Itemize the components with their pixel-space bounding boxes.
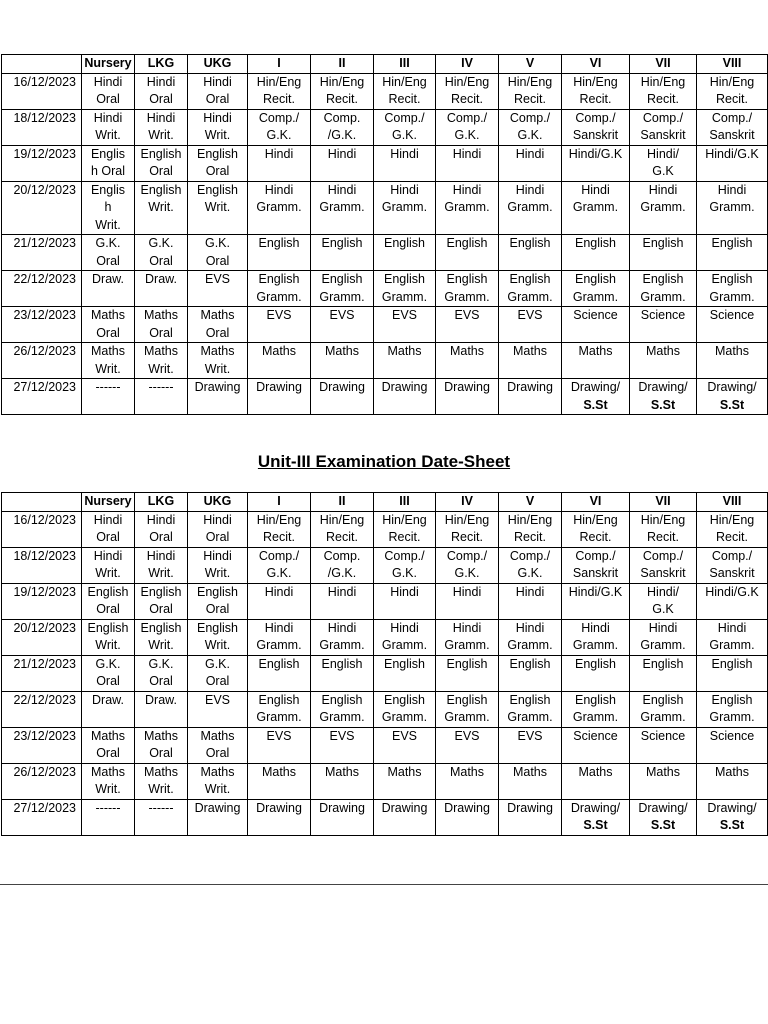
subject-cell: English Writ. — [135, 181, 188, 235]
subject-cell: Hindi — [374, 145, 436, 181]
subject-cell: Drawing — [248, 379, 311, 415]
subject-cell: Science — [562, 727, 630, 763]
date-sheet-table-2 — [1, 492, 768, 836]
date-cell: 22/12/2023 — [2, 271, 82, 307]
subject-cell: Hindi — [436, 145, 499, 181]
subject-cell: Hindi Writ. — [82, 109, 135, 145]
subject-cell: Hindi Gramm. — [697, 619, 768, 655]
subject-cell: EVS — [499, 307, 562, 343]
date-cell: 23/12/2023 — [2, 727, 82, 763]
subject-cell: English Gramm. — [436, 271, 499, 307]
subject-cell: Maths Oral — [135, 307, 188, 343]
subject-cell: English — [436, 655, 499, 691]
subject-cell: Hindi Gramm. — [374, 181, 436, 235]
subject-cell: Hin/Eng Recit. — [499, 73, 562, 109]
subject-cell: Hindi Gramm. — [248, 619, 311, 655]
subject-cell: Maths — [436, 343, 499, 379]
subject-cell: English Writ. — [135, 619, 188, 655]
subject-cell: Hindi Gramm. — [499, 181, 562, 235]
subject-cell: ------ — [82, 379, 135, 415]
subject-cell: Hindi Gramm. — [562, 619, 630, 655]
table-body — [2, 511, 768, 835]
subject-cell: Comp./ Sanskrit — [562, 547, 630, 583]
date-cell: 23/12/2023 — [2, 307, 82, 343]
date-cell: 26/12/2023 — [2, 763, 82, 799]
table-body — [2, 73, 768, 415]
subject-cell: Drawing — [248, 799, 311, 835]
subject-cell: Maths — [697, 343, 768, 379]
header-class-cell: III — [374, 55, 436, 74]
subject-cell: English — [248, 235, 311, 271]
subject-cell: English — [499, 235, 562, 271]
header-class-cell: UKG — [188, 55, 248, 74]
subject-cell: Draw. — [82, 691, 135, 727]
subject-cell: Drawing — [188, 379, 248, 415]
subject-cell: Drawing/ S.St — [630, 379, 697, 415]
table-row — [2, 109, 768, 145]
subject-cell: ------ — [82, 799, 135, 835]
header-date-cell — [2, 55, 82, 74]
subject-cell: EVS — [499, 727, 562, 763]
subject-cell: Hindi Writ. — [135, 547, 188, 583]
subject-cell: EVS — [374, 727, 436, 763]
subject-cell: Hindi Gramm. — [499, 619, 562, 655]
subject-cell: English — [562, 235, 630, 271]
subject-cell: English Writ. — [188, 619, 248, 655]
subject-cell: EVS — [436, 307, 499, 343]
subject-cell: Maths — [499, 343, 562, 379]
table-row — [2, 511, 768, 547]
subject-cell: EVS — [311, 727, 374, 763]
subject-cell: English Gramm. — [499, 271, 562, 307]
date-cell: 21/12/2023 — [2, 655, 82, 691]
header-class-cell: LKG — [135, 493, 188, 512]
subject-cell: Englis h Oral — [82, 145, 135, 181]
subject-cell: EVS — [188, 691, 248, 727]
subject-cell: English — [436, 235, 499, 271]
subject-cell: English Gramm. — [630, 691, 697, 727]
subject-cell: Hin/Eng Recit. — [562, 73, 630, 109]
subject-cell: English Gramm. — [697, 271, 768, 307]
divider — [0, 884, 768, 885]
subject-cell: Hin/Eng Recit. — [374, 511, 436, 547]
header-class-cell: I — [248, 493, 311, 512]
subject-cell: ------ — [135, 799, 188, 835]
header-class-cell: VIII — [697, 493, 768, 512]
subject-cell: Hindi Gramm. — [436, 181, 499, 235]
subject-cell: Hindi Gramm. — [248, 181, 311, 235]
table-row — [2, 73, 768, 109]
header-row — [2, 493, 768, 512]
subject-cell: Hindi Gramm. — [436, 619, 499, 655]
subject-cell: English Oral — [82, 583, 135, 619]
table-row — [2, 307, 768, 343]
subject-cell: English — [630, 235, 697, 271]
subject-cell: Maths Writ. — [135, 763, 188, 799]
date-cell: 19/12/2023 — [2, 145, 82, 181]
subject-cell: Hindi — [248, 145, 311, 181]
table-row — [2, 271, 768, 307]
subject-cell: Hindi Gramm. — [630, 619, 697, 655]
subject-cell: Drawing — [436, 799, 499, 835]
subject-cell: Hindi Oral — [188, 73, 248, 109]
subject-cell: ------ — [135, 379, 188, 415]
date-cell: 16/12/2023 — [2, 511, 82, 547]
subject-cell: G.K. Oral — [135, 235, 188, 271]
header-row — [2, 55, 768, 74]
table-row — [2, 379, 768, 415]
table-row — [2, 655, 768, 691]
subject-cell: Maths — [248, 343, 311, 379]
subject-cell: English Gramm. — [374, 271, 436, 307]
subject-cell: English Oral — [188, 583, 248, 619]
subject-cell: English Oral — [188, 145, 248, 181]
subject-cell: Hindi Oral — [135, 73, 188, 109]
subject-cell: Maths Oral — [135, 727, 188, 763]
subject-cell: Maths — [436, 763, 499, 799]
subject-cell: Drawing — [436, 379, 499, 415]
subject-cell: English Gramm. — [248, 271, 311, 307]
date-cell: 19/12/2023 — [2, 583, 82, 619]
subject-cell: Science — [697, 727, 768, 763]
subject-cell: English — [311, 655, 374, 691]
table-row — [2, 547, 768, 583]
subject-cell: Hindi/G.K — [697, 583, 768, 619]
subject-cell: Drawing — [188, 799, 248, 835]
subject-cell: G.K. Oral — [82, 235, 135, 271]
subject-cell: Hin/Eng Recit. — [374, 73, 436, 109]
subject-cell: English — [374, 235, 436, 271]
table-row — [2, 799, 768, 835]
header-class-cell: IV — [436, 493, 499, 512]
subject-cell: Science — [562, 307, 630, 343]
subject-cell: Comp./ G.K. — [248, 547, 311, 583]
table-row — [2, 181, 768, 235]
subject-cell: Comp./ G.K. — [374, 547, 436, 583]
subject-cell: EVS — [248, 727, 311, 763]
subject-cell: Maths — [562, 763, 630, 799]
subject-cell: English Gramm. — [697, 691, 768, 727]
header-class-cell: VII — [630, 55, 697, 74]
subject-cell: Maths — [499, 763, 562, 799]
subject-cell: Hindi/ G.K — [630, 583, 697, 619]
header-class-cell: VI — [562, 55, 630, 74]
subject-cell: Drawing/ S.St — [697, 379, 768, 415]
date-cell: 18/12/2023 — [2, 109, 82, 145]
subject-cell: English Writ. — [188, 181, 248, 235]
subject-cell: Maths — [374, 343, 436, 379]
subject-cell: English — [630, 655, 697, 691]
table-row — [2, 145, 768, 181]
subject-cell: Maths Oral — [188, 727, 248, 763]
subject-cell: Hindi/G.K — [562, 145, 630, 181]
subject-cell: Drawing/ S.St — [630, 799, 697, 835]
subject-cell: Maths — [630, 763, 697, 799]
subject-cell: Maths Oral — [82, 727, 135, 763]
subject-cell: Hindi Oral — [82, 73, 135, 109]
subject-cell: G.K. Oral — [135, 655, 188, 691]
subject-cell: Hindi/G.K — [562, 583, 630, 619]
date-cell: 16/12/2023 — [2, 73, 82, 109]
subject-cell: EVS — [248, 307, 311, 343]
subject-cell: Maths Writ. — [188, 763, 248, 799]
header-class-cell: VI — [562, 493, 630, 512]
subject-cell: Hindi — [436, 583, 499, 619]
subject-cell: Hin/Eng Recit. — [436, 511, 499, 547]
date-cell: 27/12/2023 — [2, 379, 82, 415]
subject-cell: EVS — [436, 727, 499, 763]
subject-cell: Maths Writ. — [82, 763, 135, 799]
header-class-cell: III — [374, 493, 436, 512]
subject-cell: English — [697, 655, 768, 691]
subject-cell: Maths Oral — [82, 307, 135, 343]
subject-cell: Maths — [311, 343, 374, 379]
subject-cell: Drawing — [374, 799, 436, 835]
subject-cell: Comp./ Sanskrit — [630, 547, 697, 583]
subject-cell: G.K. Oral — [188, 655, 248, 691]
subject-cell: Maths — [248, 763, 311, 799]
subject-cell: Comp. /G.K. — [311, 547, 374, 583]
table-row — [2, 235, 768, 271]
subject-cell: English Gramm. — [630, 271, 697, 307]
subject-cell: Hindi/G.K — [697, 145, 768, 181]
subject-cell: Drawing — [374, 379, 436, 415]
subject-cell: Comp./ Sanskrit — [697, 109, 768, 145]
subject-cell: Hindi Oral — [82, 511, 135, 547]
subject-cell: Hindi — [248, 583, 311, 619]
subject-cell: English — [374, 655, 436, 691]
header-class-cell: I — [248, 55, 311, 74]
date-cell: 20/12/2023 — [2, 181, 82, 235]
header-class-cell: LKG — [135, 55, 188, 74]
subject-cell: Draw. — [135, 691, 188, 727]
date-cell: 26/12/2023 — [2, 343, 82, 379]
subject-cell: Englis h Writ. — [82, 181, 135, 235]
page-title: Unit-III Examination Date-Sheet — [257, 452, 511, 471]
subject-cell: Hindi Writ. — [188, 547, 248, 583]
subject-cell: Drawing — [311, 379, 374, 415]
subject-cell: Comp./ G.K. — [248, 109, 311, 145]
header-class-cell: II — [311, 55, 374, 74]
table-row — [2, 619, 768, 655]
subject-cell: EVS — [311, 307, 374, 343]
subject-cell: English Gramm. — [374, 691, 436, 727]
table-row — [2, 763, 768, 799]
subject-cell: Hin/Eng Recit. — [697, 73, 768, 109]
subject-cell: English Oral — [135, 145, 188, 181]
subject-cell: Draw. — [135, 271, 188, 307]
subject-cell: Comp./ G.K. — [436, 109, 499, 145]
subject-cell: Hin/Eng Recit. — [248, 73, 311, 109]
subject-cell: Maths — [374, 763, 436, 799]
header-class-cell: V — [499, 55, 562, 74]
subject-cell: Hindi — [374, 583, 436, 619]
subject-cell: Hindi Gramm. — [374, 619, 436, 655]
header-class-cell: II — [311, 493, 374, 512]
subject-cell: Drawing — [499, 379, 562, 415]
subject-cell: Maths Writ. — [82, 343, 135, 379]
date-cell: 21/12/2023 — [2, 235, 82, 271]
subject-cell: Comp./ Sanskrit — [562, 109, 630, 145]
subject-cell: Drawing/ S.St — [697, 799, 768, 835]
subject-cell: Hindi — [499, 145, 562, 181]
subject-cell: Science — [630, 727, 697, 763]
table-row — [2, 727, 768, 763]
subject-cell: Hindi — [499, 583, 562, 619]
subject-cell: Hindi — [311, 583, 374, 619]
subject-cell: Hindi Gramm. — [562, 181, 630, 235]
subject-cell: Comp./ Sanskrit — [697, 547, 768, 583]
date-cell: 27/12/2023 — [2, 799, 82, 835]
subject-cell: English Gramm. — [311, 691, 374, 727]
subject-cell: Hin/Eng Recit. — [630, 73, 697, 109]
subject-cell: English Gramm. — [562, 691, 630, 727]
subject-cell: Maths Oral — [188, 307, 248, 343]
subject-cell: Drawing/ S.St — [562, 799, 630, 835]
date-cell: 22/12/2023 — [2, 691, 82, 727]
table-row — [2, 343, 768, 379]
subject-cell: English — [562, 655, 630, 691]
subject-cell: Drawing — [311, 799, 374, 835]
subject-cell: English — [248, 655, 311, 691]
subject-cell: Comp./ G.K. — [499, 547, 562, 583]
subject-cell: Maths — [697, 763, 768, 799]
subject-cell: Draw. — [82, 271, 135, 307]
subject-cell: G.K. Oral — [188, 235, 248, 271]
subject-cell: English Gramm. — [499, 691, 562, 727]
header-class-cell: VII — [630, 493, 697, 512]
subject-cell: Comp. /G.K. — [311, 109, 374, 145]
subject-cell: Hin/Eng Recit. — [311, 511, 374, 547]
header-class-cell: UKG — [188, 493, 248, 512]
subject-cell: Hindi Writ. — [135, 109, 188, 145]
subject-cell: Hin/Eng Recit. — [562, 511, 630, 547]
header-class-cell: VIII — [697, 55, 768, 74]
subject-cell: Drawing/ S.St — [562, 379, 630, 415]
subject-cell: Hin/Eng Recit. — [499, 511, 562, 547]
subject-cell: Maths — [630, 343, 697, 379]
subject-cell: Science — [697, 307, 768, 343]
header-date-cell — [2, 493, 82, 512]
subject-cell: Hindi Gramm. — [697, 181, 768, 235]
subject-cell: Comp./ Sanskrit — [630, 109, 697, 145]
subject-cell: Hindi Gramm. — [311, 181, 374, 235]
header-class-cell: Nursery — [82, 493, 135, 512]
subject-cell: English Gramm. — [436, 691, 499, 727]
subject-cell: English Gramm. — [311, 271, 374, 307]
subject-cell: English — [697, 235, 768, 271]
subject-cell: English Gramm. — [248, 691, 311, 727]
subject-cell: English — [499, 655, 562, 691]
subject-cell: Maths — [562, 343, 630, 379]
subject-cell: Hin/Eng Recit. — [311, 73, 374, 109]
subject-cell: EVS — [188, 271, 248, 307]
date-cell: 20/12/2023 — [2, 619, 82, 655]
header-class-cell: IV — [436, 55, 499, 74]
subject-cell: Hin/Eng Recit. — [697, 511, 768, 547]
subject-cell: English — [311, 235, 374, 271]
subject-cell: Hindi — [311, 145, 374, 181]
header-class-cell: V — [499, 493, 562, 512]
subject-cell: English Oral — [135, 583, 188, 619]
header-class-cell: Nursery — [82, 55, 135, 74]
subject-cell: Hin/Eng Recit. — [248, 511, 311, 547]
subject-cell: Science — [630, 307, 697, 343]
subject-cell: Hindi Writ. — [82, 547, 135, 583]
date-sheet-table-1 — [1, 54, 768, 415]
table-row — [2, 691, 768, 727]
subject-cell: Maths Writ. — [135, 343, 188, 379]
subject-cell: Hin/Eng Recit. — [436, 73, 499, 109]
subject-cell: G.K. Oral — [82, 655, 135, 691]
subject-cell: Comp./ G.K. — [436, 547, 499, 583]
subject-cell: Hindi Gramm. — [311, 619, 374, 655]
subject-cell: Hindi Oral — [135, 511, 188, 547]
subject-cell: Hin/Eng Recit. — [630, 511, 697, 547]
subject-cell: Hindi/ G.K — [630, 145, 697, 181]
date-cell: 18/12/2023 — [2, 547, 82, 583]
subject-cell: Hindi Oral — [188, 511, 248, 547]
subject-cell: English Writ. — [82, 619, 135, 655]
subject-cell: Comp./ G.K. — [499, 109, 562, 145]
subject-cell: Drawing — [499, 799, 562, 835]
subject-cell: Maths Writ. — [188, 343, 248, 379]
subject-cell: Maths — [311, 763, 374, 799]
subject-cell: EVS — [374, 307, 436, 343]
subject-cell: Comp./ G.K. — [374, 109, 436, 145]
subject-cell: English Gramm. — [562, 271, 630, 307]
table-row — [2, 583, 768, 619]
subject-cell: Hindi Writ. — [188, 109, 248, 145]
subject-cell: Hindi Gramm. — [630, 181, 697, 235]
